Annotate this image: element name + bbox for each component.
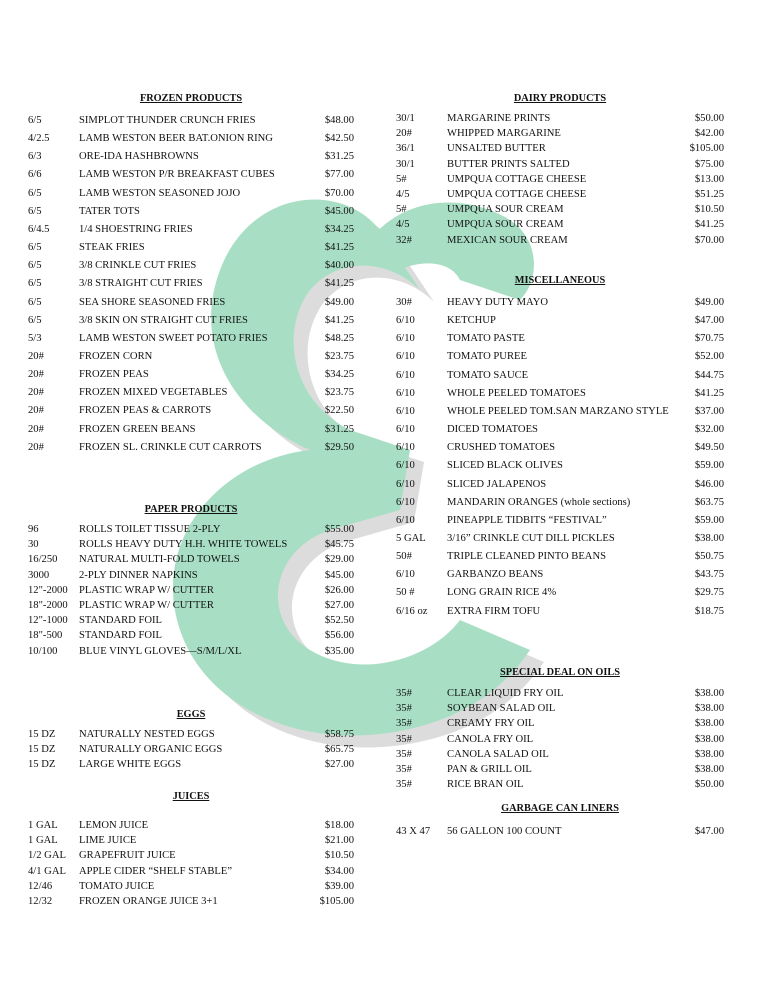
item-price: $41.25	[694, 387, 724, 399]
item-qty: 15 DZ	[28, 759, 56, 771]
item-qty: 4/2.5	[28, 133, 50, 145]
item-desc: LEMON JUICE	[79, 820, 149, 831]
list-item	[28, 278, 354, 292]
item-qty: 35#	[396, 688, 412, 699]
list-item	[396, 424, 724, 438]
item-desc: TOMATO PUREE	[447, 351, 527, 363]
item-desc: NATURALLY ORGANIC EGGS	[79, 744, 223, 756]
item-desc: ORE-IDA HASHBROWNS	[79, 151, 199, 163]
item-qty: 18"-2000	[28, 600, 68, 611]
item-desc: STANDARD FOIL	[79, 630, 163, 642]
item-desc: FROZEN ORANGE JUICE 3+1	[79, 896, 218, 907]
item-desc: NATURAL MULTI-FOLD TOWELS	[79, 554, 240, 566]
item-desc: PLASTIC WRAP W/ CUTTER	[79, 600, 214, 611]
item-qty: 6/6	[28, 169, 42, 181]
item-price: $48.00	[324, 115, 354, 126]
item-qty: 20#	[28, 405, 44, 417]
item-desc: ROLLS HEAVY DUTY H.H. WHITE TOWELS	[79, 539, 288, 551]
list-item	[28, 744, 354, 758]
item-price: $42.50	[324, 133, 354, 145]
list-item	[28, 260, 354, 274]
item-desc: SLICED JALAPENOS	[447, 478, 547, 490]
list-item	[396, 442, 724, 456]
item-price: $63.75	[694, 496, 724, 508]
item-price: $40.00	[324, 260, 354, 272]
item-price: $45.00	[324, 569, 354, 581]
item-desc: 3/16” CRINKLE CUT DILL PICKLES	[447, 532, 615, 544]
list-item	[396, 388, 724, 402]
item-price: $29.00	[324, 554, 354, 566]
item-qty: 6/5	[28, 205, 42, 217]
list-item	[28, 646, 354, 660]
item-qty: 6/10	[396, 514, 415, 526]
item-price: $32.00	[694, 424, 724, 436]
item-qty: 35#	[396, 718, 412, 730]
item-desc: FROZEN MIXED VEGETABLES	[79, 387, 228, 399]
item-price: $52.50	[324, 615, 354, 627]
item-desc: BLUE VINYL GLOVES—S/M/L/XL	[79, 645, 242, 657]
item-desc: LAMB WESTON BEER BAT.ONION RING	[79, 133, 273, 145]
item-desc: TOMATO SAUCE	[447, 369, 529, 381]
item-desc: GARBANZO BEANS	[447, 569, 544, 581]
list-item	[28, 630, 354, 644]
list-item	[28, 387, 354, 401]
item-qty: 12/46	[28, 880, 53, 892]
item-qty: 20#	[28, 387, 44, 399]
item-desc: TATER TOTS	[79, 205, 140, 217]
item-qty: 10/100	[28, 645, 58, 657]
item-price: $47.00	[694, 826, 724, 837]
item-desc: CANOLA FRY OIL	[447, 733, 534, 745]
item-qty: 6/10	[396, 460, 415, 472]
item-price: $50.75	[694, 551, 724, 563]
list-item	[396, 703, 724, 717]
item-qty: 50#	[396, 551, 412, 563]
item-desc: 3/8 SKIN ON STRAIGHT CUT FRIES	[79, 314, 248, 326]
item-qty: 6/10	[396, 569, 415, 581]
item-qty: 36/1	[396, 143, 415, 155]
item-desc: FROZEN GREEN BEANS	[79, 423, 196, 435]
item-price: $46.00	[694, 478, 724, 490]
item-desc: LONG GRAIN RICE 4%	[447, 587, 557, 599]
item-desc: SOYBEAN SALAD OIL	[447, 703, 556, 715]
item-price: $44.75	[694, 369, 724, 381]
item-desc: NATURALLY NESTED EGGS	[79, 729, 215, 740]
item-desc: SEA SHORE SEASONED FRIES	[79, 296, 226, 308]
item-qty: 35#	[396, 764, 412, 775]
list-item	[396, 764, 724, 778]
item-desc: GRAPEFRUIT JUICE	[79, 850, 176, 862]
item-price: $37.00	[694, 405, 724, 417]
list-item	[28, 866, 354, 880]
item-qty: 18"-500	[28, 630, 63, 642]
item-price: $38.00	[694, 748, 724, 760]
list-item	[396, 460, 724, 474]
item-desc: KETCHUP	[447, 315, 496, 327]
list-item	[396, 333, 724, 347]
item-desc: FROZEN PEAS & CARROTS	[79, 405, 212, 417]
item-price: $29.50	[324, 441, 354, 453]
item-price: $105.00	[689, 143, 724, 155]
item-price: $43.75	[694, 569, 724, 581]
list-item	[396, 515, 724, 529]
list-item	[396, 219, 724, 233]
item-price: $41.25	[694, 219, 724, 231]
item-price: $18.75	[694, 605, 724, 617]
item-price: $56.00	[324, 630, 354, 642]
item-qty: 1 GAL	[28, 835, 58, 847]
item-desc: LIME JUICE	[79, 835, 137, 847]
item-price: $26.00	[324, 584, 354, 596]
list-item	[396, 569, 724, 583]
item-desc: HEAVY DUTY MAYO	[447, 297, 549, 308]
list-item	[396, 587, 724, 601]
item-qty: 6/16 oz	[396, 605, 428, 617]
item-qty: 12"-2000	[28, 584, 68, 596]
item-qty: 30/1	[396, 158, 415, 170]
item-qty: 6/10	[396, 424, 415, 436]
item-desc: 1/4 SHOESTRING FRIES	[79, 223, 193, 235]
list-item	[28, 585, 354, 599]
list-item	[396, 779, 724, 793]
list-item	[28, 151, 354, 165]
item-qty: 50 #	[396, 587, 415, 599]
item-price: $41.25	[324, 278, 354, 290]
item-desc: FROZEN SL. CRINKLE CUT CARROTS	[79, 441, 262, 453]
item-desc: LAMB WESTON P/R BREAKFAST CUBES	[79, 169, 275, 181]
frozen-products-heading: FROZEN PRODUCTS	[139, 93, 243, 104]
item-qty: 6/5	[28, 115, 42, 126]
list-item	[396, 497, 724, 511]
item-desc: DICED TOMATOES	[447, 424, 538, 436]
item-price: $35.00	[324, 645, 354, 657]
list-item	[28, 600, 354, 614]
eggs-heading: EGGS	[176, 709, 206, 720]
item-qty: 30#	[396, 297, 412, 308]
item-qty: 35#	[396, 733, 412, 745]
item-qty: 12"-1000	[28, 615, 68, 627]
special-deal-oils-heading: SPECIAL DEAL ON OILS	[500, 667, 620, 678]
list-item	[396, 749, 724, 763]
item-desc: 3/8 CRINKLE CUT FRIES	[79, 260, 197, 272]
item-desc: TRIPLE CLEANED PINTO BEANS	[447, 551, 607, 563]
list-item	[28, 442, 354, 456]
item-desc: STEAK FRIES	[79, 242, 145, 254]
item-price: $10.50	[324, 850, 354, 862]
item-qty: 6/4.5	[28, 223, 50, 235]
item-desc: RICE BRAN OIL	[447, 779, 524, 791]
list-item	[28, 351, 354, 365]
list-item	[28, 133, 354, 147]
item-qty: 3000	[28, 569, 50, 581]
item-qty: 5/3	[28, 332, 42, 344]
list-item	[28, 369, 354, 383]
item-desc: TOMATO JUICE	[79, 880, 155, 892]
item-qty: 20#	[28, 423, 44, 435]
item-price: $10.50	[694, 204, 724, 216]
item-desc: EXTRA FIRM TOFU	[447, 605, 541, 617]
item-qty: 5#	[396, 173, 407, 185]
item-price: $34.25	[324, 223, 354, 235]
item-price: $38.00	[694, 532, 724, 544]
item-price: $13.00	[694, 173, 724, 185]
item-desc: CREAMY FRY OIL	[447, 718, 535, 730]
item-qty: 20#	[28, 441, 44, 453]
item-desc: LARGE WHITE EGGS	[79, 759, 182, 771]
item-desc: 2-PLY DINNER NAPKINS	[79, 569, 198, 581]
list-item	[28, 333, 354, 347]
item-price: $50.00	[694, 113, 724, 124]
item-price: $38.00	[694, 733, 724, 745]
item-price: $77.00	[324, 169, 354, 181]
item-desc: PAN & GRILL OIL	[447, 764, 532, 775]
item-qty: 6/10	[396, 333, 415, 345]
item-desc: ROLLS TOILET TISSUE 2-PLY	[79, 524, 221, 535]
item-price: $105.00	[319, 896, 354, 907]
list-item	[28, 729, 354, 743]
item-qty: 30/1	[396, 113, 415, 124]
item-qty: 20#	[28, 350, 44, 362]
list-item	[396, 688, 724, 702]
list-item	[28, 820, 354, 834]
item-price: $70.00	[324, 187, 354, 199]
item-desc: BUTTER PRINTS SALTED	[447, 158, 570, 170]
item-desc: WHOLE PEELED TOM.SAN MARZANO STYLE	[447, 405, 669, 417]
item-qty: 6/10	[396, 387, 415, 399]
item-price: $22.50	[324, 405, 354, 417]
item-qty: 6/10	[396, 478, 415, 490]
item-price: $23.75	[324, 387, 354, 399]
item-desc: FROZEN PEAS	[79, 369, 149, 381]
item-price: $34.00	[324, 865, 354, 877]
item-qty: 6/5	[28, 296, 42, 308]
list-item	[28, 881, 354, 895]
item-desc: PLASTIC WRAP W/ CUTTER	[79, 584, 214, 596]
item-desc: LAMB WESTON SWEET POTATO FRIES	[79, 332, 268, 344]
item-qty: 16/250	[28, 554, 58, 566]
miscellaneous-heading: MISCELLANEOUS	[514, 275, 606, 286]
list-item	[28, 896, 354, 910]
item-price: $45.00	[324, 205, 354, 217]
item-qty: 6/10	[396, 351, 415, 363]
item-desc: 3/8 STRAIGHT CUT FRIES	[79, 278, 203, 290]
item-qty: 6/5	[28, 314, 42, 326]
list-item	[28, 570, 354, 584]
list-item	[28, 850, 354, 864]
item-price: $48.25	[324, 332, 354, 344]
item-qty: 6/10	[396, 496, 415, 508]
item-qty: 6/10	[396, 405, 415, 417]
list-item	[396, 718, 724, 732]
list-item	[28, 524, 354, 538]
item-price: $50.00	[694, 779, 724, 791]
item-price: $45.75	[324, 539, 354, 551]
item-desc: PINEAPPLE TIDBITS “FESTIVAL”	[447, 514, 607, 526]
list-item	[396, 826, 724, 840]
list-item	[28, 405, 354, 419]
item-price: $41.25	[324, 314, 354, 326]
item-price: $59.00	[694, 514, 724, 526]
item-qty: 1/2 GAL	[28, 850, 66, 862]
item-desc: CANOLA SALAD OIL	[447, 748, 549, 760]
item-price: $31.25	[324, 151, 354, 163]
list-item	[28, 554, 354, 568]
item-qty: 6/5	[28, 260, 42, 272]
item-price: $59.00	[694, 460, 724, 472]
item-desc: UMPQUA SOUR CREAM	[447, 219, 564, 231]
list-item	[28, 188, 354, 202]
item-desc: STANDARD FOIL	[79, 615, 163, 627]
item-desc: CLEAR LIQUID FRY OIL	[447, 688, 564, 699]
item-desc: 56 GALLON 100 COUNT	[447, 826, 562, 837]
item-price: $49.50	[694, 442, 724, 454]
list-item	[28, 424, 354, 438]
list-item	[28, 539, 354, 553]
list-item	[396, 351, 724, 365]
list-item	[396, 406, 724, 420]
item-price: $65.75	[324, 744, 354, 756]
item-desc: WHIPPED MARGARINE	[447, 128, 561, 140]
item-qty: 6/5	[28, 242, 42, 254]
list-item	[396, 370, 724, 384]
item-qty: 5 GAL	[396, 532, 426, 544]
list-item	[396, 606, 724, 620]
item-price: $18.00	[324, 820, 354, 831]
item-price: $29.75	[694, 587, 724, 599]
item-price: $23.75	[324, 350, 354, 362]
item-desc: UNSALTED BUTTER	[447, 143, 546, 155]
item-desc: UMPQUA SOUR CREAM	[447, 204, 564, 216]
item-qty: 30	[28, 539, 39, 551]
item-qty: 15 DZ	[28, 729, 56, 740]
list-item	[28, 835, 354, 849]
item-desc: FROZEN CORN	[79, 350, 153, 362]
list-item	[396, 551, 724, 565]
item-desc: MANDARIN ORANGES (whole sections)	[447, 496, 631, 508]
item-price: $49.00	[694, 297, 724, 308]
list-item	[396, 113, 724, 127]
item-desc: MARGARINE PRINTS	[447, 113, 551, 124]
item-desc: CRUSHED TOMATOES	[447, 442, 556, 454]
juices-heading: JUICES	[172, 791, 210, 802]
item-qty: 43 X 47	[396, 826, 431, 837]
list-item	[28, 224, 354, 238]
item-price: $51.25	[694, 189, 724, 200]
item-qty: 6/5	[28, 187, 42, 199]
item-price: $38.00	[694, 718, 724, 730]
item-qty: 6/10	[396, 315, 415, 327]
item-price: $38.00	[694, 688, 724, 699]
item-qty: 4/5	[396, 189, 410, 200]
item-desc: UMPQUA COTTAGE CHEESE	[447, 173, 587, 185]
garbage-can-liners-heading: GARBAGE CAN LINERS	[501, 803, 619, 814]
list-item	[28, 315, 354, 329]
item-price: $27.00	[324, 759, 354, 771]
item-price: $21.00	[324, 835, 354, 847]
list-item	[28, 759, 354, 773]
list-item	[28, 206, 354, 220]
list-item	[28, 242, 354, 256]
list-item	[396, 128, 724, 142]
list-item	[396, 204, 724, 218]
list-item	[28, 615, 354, 629]
item-qty: 6/5	[28, 278, 42, 290]
list-item	[396, 174, 724, 188]
item-qty: 1 GAL	[28, 820, 58, 831]
item-price: $39.00	[324, 880, 354, 892]
item-qty: 32#	[396, 234, 412, 246]
list-item	[396, 315, 724, 329]
item-price: $47.00	[694, 315, 724, 327]
item-price: $42.00	[694, 128, 724, 140]
list-item	[396, 533, 724, 547]
item-price: $34.25	[324, 369, 354, 381]
item-desc: UMPQUA COTTAGE CHEESE	[447, 189, 587, 200]
list-item	[396, 479, 724, 493]
list-item	[396, 297, 724, 311]
list-item	[396, 159, 724, 173]
item-desc: WHOLE PEELED TOMATOES	[447, 387, 586, 399]
item-qty: 6/10	[396, 442, 415, 454]
item-qty: 35#	[396, 748, 412, 760]
list-item	[396, 189, 724, 203]
item-qty: 15 DZ	[28, 744, 56, 756]
item-desc: LAMB WESTON SEASONED JOJO	[79, 187, 241, 199]
item-qty: 6/3	[28, 151, 42, 163]
item-qty: 4/1 GAL	[28, 865, 66, 877]
item-qty: 4/5	[396, 219, 410, 231]
list-item	[396, 734, 724, 748]
item-qty: 5#	[396, 204, 407, 216]
item-desc: APPLE CIDER “SHELF STABLE”	[79, 865, 233, 877]
item-qty: 20#	[28, 369, 44, 381]
item-price: $52.00	[694, 351, 724, 363]
item-qty: 6/10	[396, 369, 415, 381]
paper-products-heading: PAPER PRODUCTS	[144, 504, 238, 515]
item-desc: MEXICAN SOUR CREAM	[447, 234, 568, 246]
item-price: $55.00	[324, 524, 354, 535]
item-price: $41.25	[324, 242, 354, 254]
item-price: $31.25	[324, 423, 354, 435]
item-qty: 96	[28, 524, 39, 535]
item-qty: 20#	[396, 128, 412, 140]
item-qty: 35#	[396, 703, 412, 715]
item-price: $75.00	[694, 158, 724, 170]
dairy-products-heading: DAIRY PRODUCTS	[513, 93, 607, 104]
item-price: $70.00	[694, 234, 724, 246]
list-item	[28, 297, 354, 311]
item-desc: SLICED BLACK OLIVES	[447, 460, 563, 472]
list-item	[396, 143, 724, 157]
item-price: $38.00	[694, 703, 724, 715]
list-item	[28, 169, 354, 183]
item-qty: 12/32	[28, 896, 53, 907]
item-desc: TOMATO PASTE	[447, 333, 525, 345]
item-desc: SIMPLOT THUNDER CRUNCH FRIES	[79, 115, 256, 126]
list-item	[396, 235, 724, 249]
item-price: $70.75	[694, 333, 724, 345]
item-price: $49.00	[324, 296, 354, 308]
list-item	[28, 115, 354, 129]
item-price: $38.00	[694, 764, 724, 775]
item-qty: 35#	[396, 779, 412, 791]
item-price: $58.75	[324, 729, 354, 740]
item-price: $27.00	[324, 600, 354, 611]
